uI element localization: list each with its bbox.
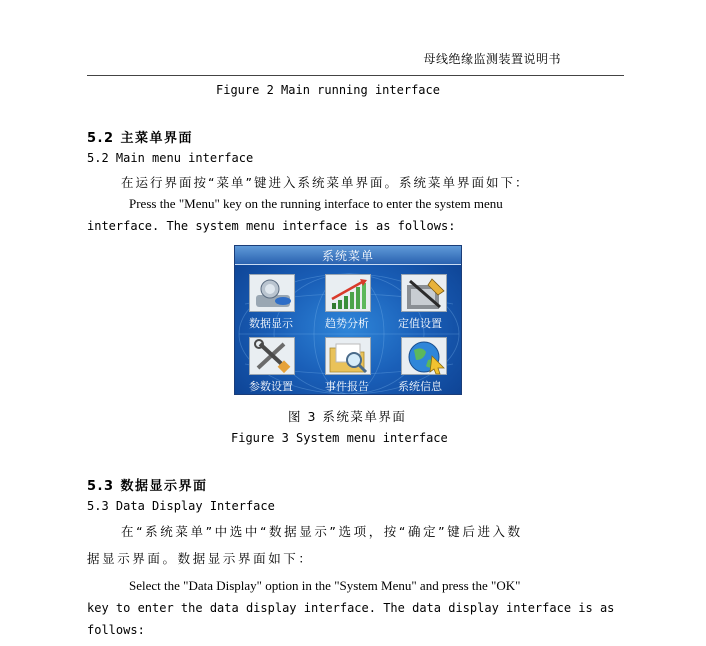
section-5-2-heading-cn: 5.2 主菜单界面: [87, 131, 194, 146]
menu-item-data-display-label: 数据显示: [249, 317, 293, 330]
document-header: 母线绝缘监测装置说明书: [423, 52, 561, 66]
menu-item-data-display[interactable]: [249, 274, 295, 312]
section-5-3-heading-cn: 5.3 数据显示界面: [87, 479, 208, 494]
figure-3-caption-en: Figure 3 System menu interface: [231, 431, 448, 445]
section-5-3-paragraph-en-line1: Select the "Data Display" option in the "System Menu" and press the "OK": [129, 578, 521, 593]
menu-item-parameter-settings[interactable]: [249, 337, 295, 375]
trend-analysis-icon: [326, 275, 372, 313]
menu-item-trend-analysis-label: 趋势分析: [325, 317, 369, 330]
data-display-icon: [250, 275, 296, 313]
section-5-2-paragraph-en-line2: interface. The system menu interface is as follows:: [87, 219, 456, 233]
system-info-icon: [402, 338, 448, 376]
system-menu-screenshot: [234, 245, 462, 395]
section-5-2-paragraph-cn: 在运行界面按“菜单”键进入系统菜单界面。系统菜单界面如下：: [121, 175, 530, 190]
menu-item-setpoint-settings-label: 定值设置: [398, 317, 442, 330]
event-report-icon: [326, 338, 372, 376]
menu-item-system-info-label: 系统信息: [398, 380, 442, 393]
section-5-3-paragraph-en-line2: key to enter the data display interface. The data display interface is as: [87, 601, 615, 615]
section-5-3-paragraph-cn-line2: 据显示界面。数据显示界面如下：: [87, 551, 314, 566]
header-rule: [87, 75, 624, 76]
menu-title: 系统菜单: [321, 249, 374, 263]
figure-2-caption: Figure 2 Main running interface: [216, 83, 440, 97]
menu-item-parameter-settings-label: 参数设置: [249, 380, 293, 393]
section-5-2-paragraph-en-line1: Press the "Menu" key on the running interface to enter the system menu: [129, 196, 503, 211]
menu-item-trend-analysis[interactable]: [325, 274, 371, 312]
section-5-3-heading-en: 5.3 Data Display Interface: [87, 499, 275, 513]
menu-item-event-report-label: 事件报告: [325, 380, 369, 393]
figure-3-caption-cn: 图 3 系统菜单界面: [288, 409, 407, 424]
section-5-2-heading-en: 5.2 Main menu interface: [87, 151, 254, 165]
setpoint-settings-icon: [402, 275, 448, 313]
menu-title-bar: [235, 246, 461, 265]
menu-item-setpoint-settings[interactable]: [401, 274, 447, 312]
menu-item-event-report[interactable]: [325, 337, 371, 375]
menu-item-system-info[interactable]: [401, 337, 447, 375]
section-5-3-paragraph-en-line3: follows:: [87, 623, 145, 637]
section-5-3-paragraph-cn-line1: 在“系统菜单”中选中“数据显示”选项，按“确定”键后进入数: [121, 524, 523, 539]
parameter-settings-icon: [250, 338, 296, 376]
